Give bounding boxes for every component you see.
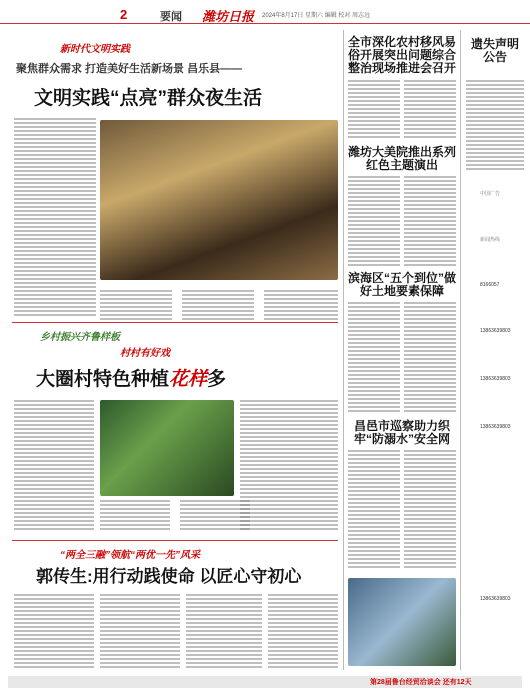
article-text [182,290,254,320]
divider [12,540,338,541]
article-text [100,290,172,320]
column-divider [343,30,344,670]
guo-tag: “两全三融”领航“两优一先”风采 [60,550,200,561]
article-text [268,594,338,670]
footer-text: 第28届鲁台经贸洽谈会 还有12天 [370,679,472,686]
article-text [404,302,456,412]
phone-2: 13863639803 [480,328,511,334]
article-text [100,594,180,670]
village-title-a: 大圈村特色种植 [36,369,170,390]
article-text [404,176,456,266]
article-text [14,118,96,318]
headline-b: 潍坊大美院推出系列红色主题演出 [348,145,457,172]
newspaper-logo: 潍坊日报 [202,9,255,24]
farm-photo [100,400,234,496]
article-text [186,594,262,670]
night-market-photo [100,120,338,280]
article-text [100,500,170,530]
article-text [404,450,456,570]
article-text [240,400,338,530]
wenming-tag: 新时代文明实践 [60,44,130,55]
article-text [264,290,338,320]
phone-5: 13863639803 [480,596,511,602]
guo-title: 郭传生:用行动践使命 以匠心守初心 [36,567,302,586]
phone-3: 13863639803 [480,376,511,382]
phone-1: 8166057 [480,282,500,288]
headline-a: 全市深化农村移风易俗开展突出问题综合整治现场推进会召开 [348,35,457,75]
issue-date: 2024年8月17日 星期六 编辑 校对 周志远 [262,13,371,19]
headline-c: 滨海区“五个到位”做好土地要素保障 [348,271,457,298]
article-text [348,176,400,266]
phone-4: 13863639803 [480,424,511,430]
article-text [14,594,94,670]
village-title [36,364,226,391]
section-label: 要闻 [160,11,182,23]
hotline-label: 新闻热线 [480,237,501,243]
article-text [404,80,456,140]
village-tag: 乡村振兴齐鲁样板 [40,332,120,343]
article-text [348,450,400,570]
headline-d: 昌邑市巡察助力织牢“防溺水”安全网 [353,419,450,446]
article-text [348,302,400,412]
wenming-title: 文明实践“点亮”群众夜生活 [34,88,263,109]
village-tag-2: 村村有好戏 [120,348,170,359]
notice-text [466,80,524,170]
article-text [14,400,94,530]
village-title-b: 花样 [169,369,208,390]
ad-label: 中国广告 [480,191,501,197]
column-divider [460,30,461,670]
page-number: 2 [120,7,128,22]
wenming-subtitle: 聚焦群众需求 打造美好生活新场景 昌乐县—— [16,63,243,75]
patrol-photo [348,578,456,666]
village-title-c: 多 [207,369,227,390]
article-text [348,80,400,140]
divider [12,322,338,323]
notice-title: 遗失声明公告 [470,37,519,64]
